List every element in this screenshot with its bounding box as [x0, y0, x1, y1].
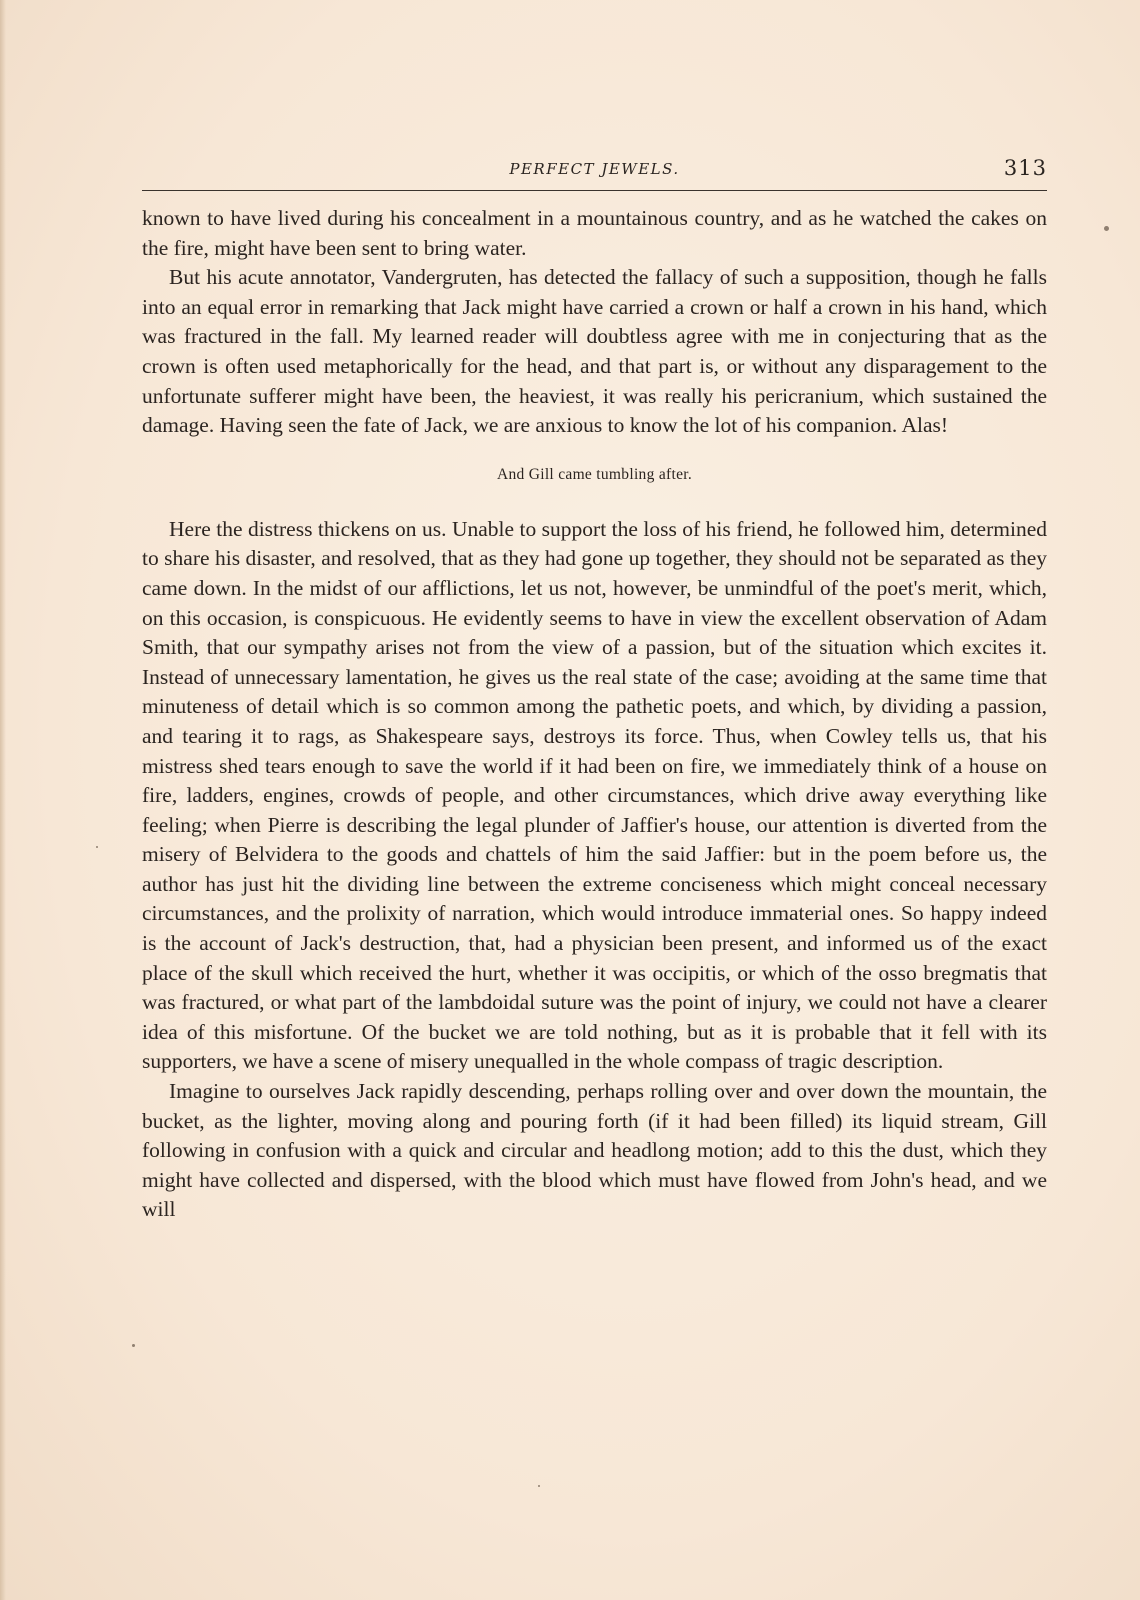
paper-speck: [538, 1485, 540, 1487]
page-number: 313: [1003, 156, 1047, 180]
body-text: [142, 204, 1047, 1225]
verse-quotation: And Gill came tumbling after.: [496, 465, 693, 483]
paragraph-3: Here the distress thickens on us. Unable to support the loss of his friend, he followed him, determined to share his disaster, and resolved, that as they had gone up together, they should not be separated as they came down. In the midst of our afflictions, let us not, however, be unmindful of the poet's merit, which, on this occasion, is conspicuous. He evidently seems to have in view the excellent observation of Adam Smith, that our sympathy arises not from the view of a passion, but of the situation which excites it. Instead of unnecessary lamentation, he gives us the real state of the case; avoiding at the same time that minuteness of detail which is so common among the pathetic poets, and which, by dividing a passion, and tearing it to rags, as Shakespeare says, destroys its force. Thus, when Cowley tells us, that his mistress shed tears enough to save the world if it had been on fire, we immediately think of a house on fire, ladders, engines, crowds of people, and other circumstances, which drive away everything like feeling; when Pierre is describing the legal plunder of Jaffier's house, our attention is diverted from the misery of Belvidera to the goods and chattels of him the said Jaffier: but in the poem before us, the author has just hit the dividing line between the extreme conciseness which might conceal necessary circumstances, and the prolixity of narration, which would introduce immaterial ones. So happy indeed is the account of Jack's destruction, that, had a physician been present, and informed us of the exact place of the skull which received the hurt, whether it was occipitis, or which of the osso bregmatis that was fractured, or what part of the lambdoidal suture was the point of injury, we could not have a clearer idea of this misfortune. Of the bucket we are told nothing, but as it is probable that it fell with its supporters, we have a scene of misery unequalled in the whole compass of tragic description.: [142, 516, 1047, 1074]
paragraph-2: But his acute annotator, Vandergruten, has detected the fallacy of such a supposition, though he falls into an equal error in remarking that Jack might have carried a crown or half a crown in his hand, which was fractured in the fall. My learned reader will doubtless agree with me in conjecturing that as the crown is often used metaphorically for the head, and that part is, or without any disparagement to the unfortunate sufferer might have been, the heaviest, it was really his pericranium, which sustained the damage. Having seen the fate of Jack, we are anxious to know the lot of his companion. Alas!: [142, 265, 1047, 438]
running-header: [142, 156, 1047, 191]
paragraph-4: Imagine to ourselves Jack rapidly descending, perhaps rolling over and over down the mountain, the bucket, as the lighter, moving along and pouring forth (if it had been filled) its liquid stream, Gill following in confusion with a quick and circular and headlong motion; add to this the dust, which they might have collected and dispersed, with the blood which must have flowed from John's head, and we will: [142, 1079, 1047, 1222]
running-title: PERFECT JEWELS.: [509, 160, 680, 178]
paper-speck: [132, 1344, 135, 1347]
paper-speck: [96, 846, 98, 848]
paragraph-1: known to have lived during his concealment in a mountainous country, and as he watched the cakes on the fire, might have been sent to bring water.: [142, 206, 1047, 260]
paper-speck: [1104, 226, 1109, 231]
page-edge-shadow: [0, 0, 6, 1600]
